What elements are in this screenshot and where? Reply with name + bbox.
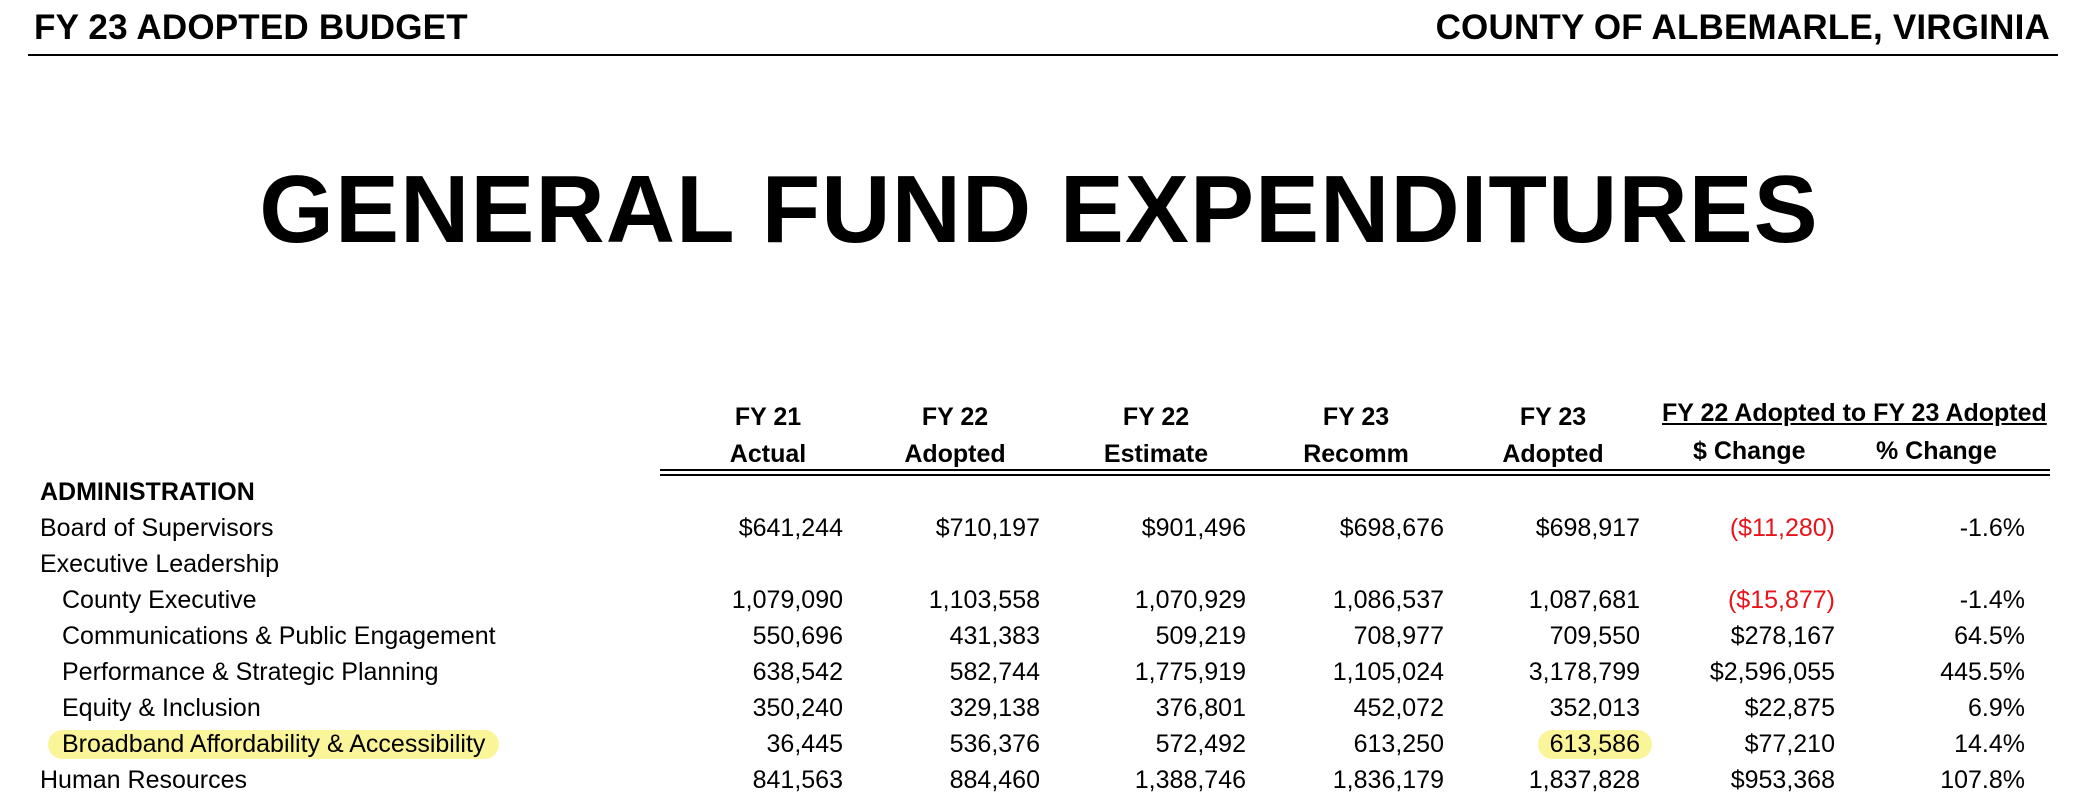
cell-fy22-adopted: 1,103,558 [928, 586, 1040, 614]
cell-fy23-recomm: 452,072 [1353, 694, 1444, 722]
row-label: Performance & Strategic Planning [62, 658, 439, 686]
header-divider [28, 54, 2058, 56]
cell-dollar-change: $77,210 [1744, 730, 1835, 758]
cell-fy22-adopted: $710,197 [935, 514, 1040, 542]
cell-fy23-recomm: 613,250 [1353, 730, 1444, 758]
row-label: County Executive [62, 586, 257, 614]
change-group-header: FY 22 Adopted to FY 23 Adopted [1662, 399, 2047, 427]
column-header-line1: FY 23 [1322, 403, 1390, 431]
cell-fy22-adopted: 536,376 [949, 730, 1040, 758]
cell-percent-change: 64.5% [1954, 622, 2025, 650]
column-header-line2: Recomm [1303, 440, 1409, 468]
cell-fy22-estimate: 376,801 [1155, 694, 1246, 722]
cell-fy23-adopted: $698,917 [1535, 514, 1640, 542]
cell-fy21-actual: 638,542 [752, 658, 843, 686]
column-header-fy22-estimate [1081, 399, 1231, 473]
row-label: Broadband Affordability & Accessibility [48, 730, 499, 759]
cell-dollar-change: $2,596,055 [1709, 658, 1835, 686]
cell-fy23-adopted: 1,087,681 [1528, 586, 1640, 614]
table-row [0, 694, 2078, 730]
cell-fy21-actual: 841,563 [752, 766, 843, 794]
cell-fy22-adopted: 329,138 [949, 694, 1040, 722]
cell-fy23-recomm: $698,676 [1339, 514, 1444, 542]
cell-fy22-estimate: 1,070,929 [1134, 586, 1246, 614]
cell-fy23-adopted: 709,550 [1549, 622, 1640, 650]
column-header-line1: FY 22 [921, 403, 989, 431]
page-title: GENERAL FUND EXPENDITURES [259, 156, 1819, 263]
row-label: Communications & Public Engagement [62, 622, 496, 650]
table-row [0, 622, 2078, 658]
column-header-line1: FY 22 [1122, 403, 1190, 431]
cell-dollar-change: ($15,877) [1727, 586, 1835, 614]
column-header-line2: Estimate [1103, 440, 1209, 468]
column-header-fy23-recomm [1281, 399, 1431, 473]
cell-percent-change: 6.9% [1968, 694, 2025, 722]
table-row [0, 586, 2078, 622]
cell-fy23-recomm: 708,977 [1353, 622, 1444, 650]
cell-dollar-change: $278,167 [1730, 622, 1835, 650]
cell-percent-change: 14.4% [1954, 730, 2025, 758]
cell-fy21-actual: 550,696 [752, 622, 843, 650]
cell-fy23-recomm: 1,836,179 [1332, 766, 1444, 794]
cell-fy22-adopted: 582,744 [949, 658, 1040, 686]
report-header-right: COUNTY OF ALBEMARLE, VIRGINIA [1435, 8, 2050, 47]
cell-fy23-adopted: 3,178,799 [1528, 658, 1640, 686]
cell-percent-change: -1.4% [1959, 586, 2025, 614]
cell-fy21-actual: 36,445 [766, 730, 843, 758]
cell-percent-change: 445.5% [1940, 658, 2025, 686]
column-header-line2: Actual [729, 440, 807, 468]
cell-dollar-change: $22,875 [1744, 694, 1835, 722]
cell-fy22-adopted: 431,383 [949, 622, 1040, 650]
cell-fy22-estimate: 1,775,919 [1134, 658, 1246, 686]
cell-dollar-change: $953,368 [1730, 766, 1835, 794]
row-label: Board of Supervisors [40, 514, 274, 542]
table-row-highlighted [0, 730, 2078, 766]
percent-change-header: % Change [1876, 437, 1997, 465]
cell-fy22-estimate: 1,388,746 [1134, 766, 1246, 794]
column-header-fy22-adopted [880, 399, 1030, 473]
cell-fy22-estimate: $901,496 [1141, 514, 1246, 542]
table-row [0, 514, 2078, 550]
column-header-line2: Adopted [1502, 440, 1604, 468]
cell-fy21-actual: 350,240 [752, 694, 843, 722]
cell-dollar-change: ($11,280) [1729, 514, 1835, 542]
cell-fy23-recomm: 1,105,024 [1332, 658, 1444, 686]
table-row [0, 766, 2078, 802]
column-header-line2: Adopted [904, 440, 1006, 468]
cell-fy23-recomm: 1,086,537 [1332, 586, 1444, 614]
section-heading: ADMINISTRATION [40, 478, 255, 506]
table-row [0, 550, 2078, 586]
cell-percent-change: -1.6% [1959, 514, 2025, 542]
cell-fy23-adopted: 1,837,828 [1528, 766, 1640, 794]
column-header-line1: FY 21 [734, 403, 802, 431]
column-header-fy21-actual [693, 399, 843, 473]
header-double-rule [660, 469, 2050, 476]
column-header-line1: FY 23 [1519, 403, 1587, 431]
cell-fy23-adopted: 613,586 [1538, 730, 1652, 759]
row-label: Equity & Inclusion [62, 694, 261, 722]
cell-fy22-adopted: 884,460 [949, 766, 1040, 794]
row-label: Human Resources [40, 766, 248, 794]
report-header-left: FY 23 ADOPTED BUDGET [34, 8, 468, 47]
table-row [0, 658, 2078, 694]
cell-fy21-actual: 1,079,090 [731, 586, 843, 614]
row-label: Executive Leadership [40, 550, 280, 578]
cell-percent-change: 107.8% [1940, 766, 2025, 794]
cell-fy22-estimate: 572,492 [1155, 730, 1246, 758]
cell-fy23-adopted: 352,013 [1549, 694, 1640, 722]
cell-fy21-actual: $641,244 [738, 514, 843, 542]
column-header-fy23-adopted [1478, 399, 1628, 473]
dollar-change-header: $ Change [1693, 437, 1806, 465]
cell-fy22-estimate: 509,219 [1155, 622, 1246, 650]
